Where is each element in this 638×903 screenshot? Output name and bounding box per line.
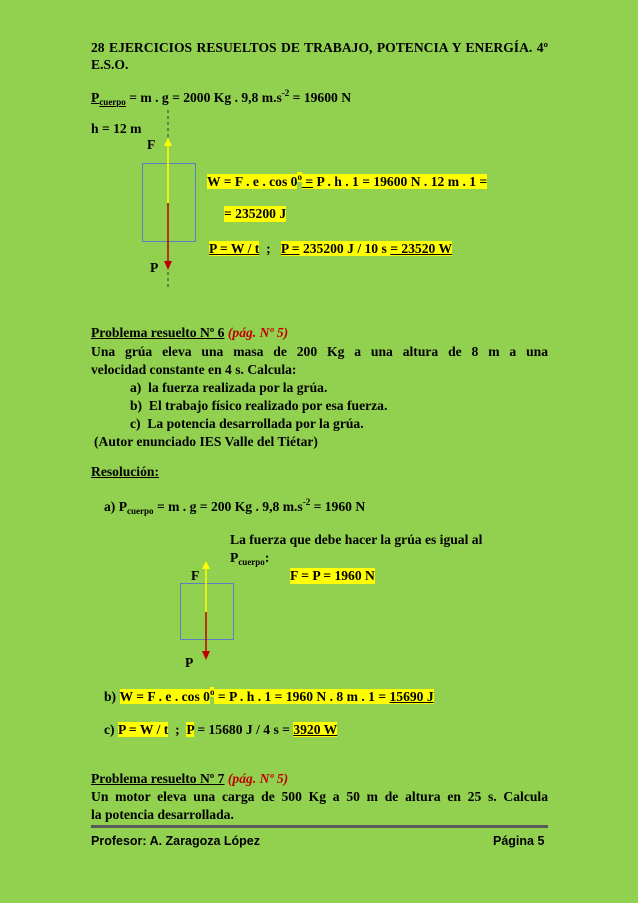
problem6-item-c: c) La potencia desarrollada por la grúa. (130, 416, 364, 431)
problem7-statement-line1: Un motor eleva una carga de 500 Kg a 50 m de altura en 25 s. Calcula (91, 789, 548, 804)
problem6-item-b: b) El trabajo físico realizado por esa fuerza. (130, 398, 388, 413)
force-label-p: P (150, 260, 159, 275)
footer-page-number: Página 5 (493, 834, 545, 848)
resolution-title: Resolución: (91, 464, 159, 479)
problem7-title: Problema resuelto Nº 7 (pág. Nº 5) (91, 771, 289, 786)
footer-rule (91, 825, 548, 828)
problem6-title: Problema resuelto Nº 6 (pág. Nº 5) (91, 325, 289, 340)
header-subtitle: E.S.O. (91, 57, 129, 72)
diagram2-label-f: F (191, 568, 200, 583)
part-c-power: c) P = W / t ; P = 15680 J / 4 s = 3920 W (104, 722, 338, 737)
power-equation: P = W / t ; P = 235200 J / 10 s = 23520 W (209, 241, 453, 256)
force-label-f: F (147, 137, 156, 152)
part-a-note-line1: La fuerza que debe hacer la grúa es igual al (230, 532, 483, 547)
part-b-work: b) W = F . e . $\cos 0^o = P$ . h . 1 = 1960 N . 8 m . 1 = 15690 J (104, 687, 434, 704)
problem6-author: (Autor enunciado IES Valle del Tiétar) (94, 434, 318, 449)
diagram2-label-p: P (185, 655, 194, 670)
problem7-statement-line2: la potencia desarrollada. (91, 807, 234, 822)
height-value: h = 12 m (91, 121, 142, 136)
footer-author: Profesor: A. Zaragoza López (91, 834, 261, 848)
arrow-up-head-2 (202, 561, 210, 569)
part-a-note-line2: $P_{cuerpo}$: (230, 550, 270, 567)
work-equation: W = F . e . $\cos 0^o = P$ . h . 1 = 19600 N . 12 m . 1 = (207, 172, 488, 189)
problem6-statement-line1: Una grúa eleva una masa de 200 Kg a una altura de 8 m a una (91, 344, 548, 359)
arrow-down-head-2 (202, 651, 210, 660)
problem6-statement-line2: velocidad constante en 4 s. Calcula: (91, 362, 297, 377)
header-title: 28 EJERCICIOS RESUELTOS DE TRABAJO, POTENCIA Y ENERGÍA. 4º (91, 40, 548, 55)
force-equality: F = P = 1960 N (290, 568, 375, 583)
problem6-item-a: a) la fuerza realizada por la grúa. (130, 380, 328, 395)
part-a-formula: a) $P_{cuerpo} = m$ . g = 200 Kg . 9,8 $m.s^{-2} = 1960$ N (104, 497, 366, 516)
weight-formula: $P_{cuerpo} = m$ . g = 2000 Kg . 9,8 $m.s^{-2} = 19600$ N (91, 88, 352, 107)
work-result: = 235200 J (224, 206, 287, 221)
